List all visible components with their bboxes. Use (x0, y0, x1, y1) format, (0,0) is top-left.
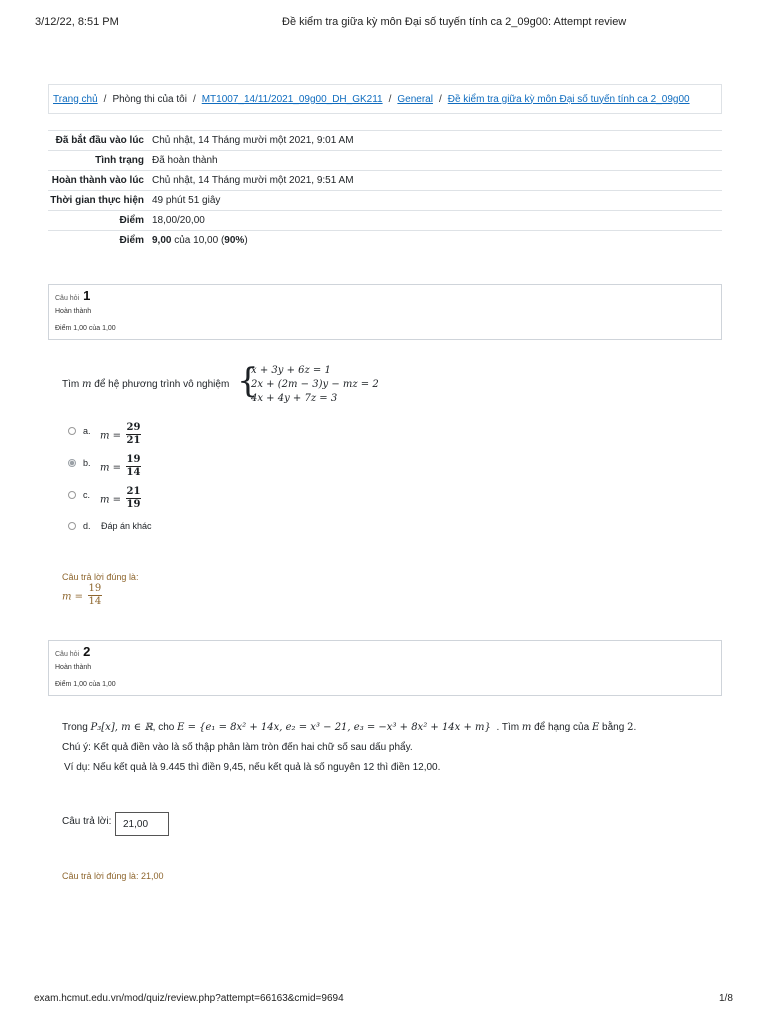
q2-text-c: . Tìm (496, 722, 520, 733)
radio-option-b[interactable] (68, 459, 76, 467)
equation-system (251, 364, 379, 406)
question-2-example: Ví dụ: Nếu kết quả là 9.445 thì điền 9,45, nếu kết quả là số nguyên 12 thì điền 12,00. (64, 762, 441, 773)
question-text-pre: Tìm (62, 379, 80, 390)
option-math (100, 486, 141, 511)
radio-option-d[interactable] (68, 522, 76, 530)
summary-label: Đã bắt đầu vào lúc (55, 135, 144, 146)
q2-text-e: bằng (602, 722, 625, 733)
q2-text-a: Trong (62, 722, 88, 733)
breadcrumb (48, 84, 722, 114)
correct-answer-text: Câu trả lời đúng là: 21,00 (62, 871, 164, 881)
correct-lhs: m = (62, 591, 84, 603)
grade-out-of: của 10,00 ( (174, 235, 225, 246)
option-math (100, 422, 141, 447)
breadcrumb-course-link[interactable]: MT1007_14/11/2021_09g00_DH_GK211 (201, 93, 383, 105)
breadcrumb-separator: / (103, 93, 107, 105)
option-lhs: m = (100, 430, 122, 442)
question-2-info (48, 640, 722, 696)
summary-row-marks (48, 211, 722, 231)
print-datetime: 3/12/22, 8:51 PM (35, 16, 119, 28)
summary-row-time-taken (48, 191, 722, 211)
system-brace: { (237, 361, 259, 401)
math-var-m: m (521, 722, 532, 733)
question-grade: Điểm 1,00 của 1,00 (55, 681, 116, 688)
option-lhs: m = (100, 494, 122, 506)
summary-label: Điểm (119, 215, 144, 226)
question-number-value: 2 (83, 644, 91, 659)
summary-row-grade (48, 231, 722, 251)
answer-label: Câu trả lời: (62, 816, 112, 827)
summary-value: 49 phút 51 giây (152, 195, 221, 206)
summary-label: Thời gian thực hiện (50, 195, 144, 206)
question-1-info (48, 284, 722, 340)
breadcrumb-separator: / (192, 93, 196, 105)
summary-value: Chủ nhật, 14 Tháng mười một 2021, 9:01 AM (152, 135, 354, 146)
question-status: Hoàn thành (55, 308, 92, 315)
option-lhs: m = (100, 462, 122, 474)
option-b[interactable] (68, 454, 268, 486)
print-page-number: 1/8 (719, 993, 733, 1004)
q2-text-b: , cho (152, 722, 175, 733)
breadcrumb-separator: / (388, 93, 392, 105)
summary-row-started (48, 131, 722, 151)
grade-percent: 90% (224, 235, 245, 246)
q2-math-set: E = {e₁ = 8x² + 14x, e₂ = x³ − 21, e₃ = −x³ + 8x² + 14x + m} (177, 722, 491, 733)
q2-rank: 2 (627, 722, 634, 733)
correct-answer-math (62, 583, 102, 608)
math-var-E: E (591, 722, 600, 733)
question-number-value: 1 (83, 288, 91, 303)
answer-options (68, 422, 268, 538)
option-fraction: $\frac{19}{14}$ (126, 454, 141, 478)
summary-value: 18,00/20,00 (152, 215, 205, 226)
answer-input[interactable]: 21,00 (115, 812, 169, 836)
question-grade: Điểm 1,00 của 1,00 (55, 325, 116, 332)
q2-text-d: để hạng của (534, 722, 590, 733)
breadcrumb-quiz-link[interactable]: Đề kiểm tra giữa kỳ môn Đại số tuyến tính ca 2_09g00 (447, 93, 690, 105)
q2-math-space: P₃[x], m ∈ ℝ (90, 722, 153, 733)
summary-label: Tình trạng (95, 155, 144, 166)
option-letter: c. (83, 490, 91, 500)
option-c[interactable] (68, 486, 268, 518)
equation-2: 2x + (2m − 3)y − mz = 2 (251, 379, 379, 390)
summary-row-state (48, 151, 722, 171)
summary-row-completed (48, 171, 722, 191)
radio-option-a[interactable] (68, 427, 76, 435)
question-2-note: Chú ý: Kết quả điền vào là số thập phân làm tròn đến hai chữ số sau dấu phẩy. (62, 742, 413, 753)
question-label: Câu hỏi (55, 295, 80, 302)
summary-value: Chủ nhật, 14 Tháng mười một 2021, 9:51 AM (152, 175, 354, 186)
question-label: Câu hỏi (55, 651, 80, 658)
correct-fraction: $\frac{19}{14}$ (88, 583, 102, 607)
math-var-m: m (82, 379, 92, 390)
summary-label: Điểm (119, 235, 144, 246)
question-status: Hoàn thành (55, 664, 92, 671)
option-letter: b. (83, 458, 91, 468)
option-fraction: $\frac{21}{19}$ (126, 486, 141, 510)
question-1-text (62, 379, 229, 390)
option-text: Đáp án khác (101, 521, 152, 531)
correct-answer-label: Câu trả lời đúng là: (62, 572, 139, 582)
option-letter: a. (83, 426, 91, 436)
question-2-text (62, 722, 636, 733)
print-url: exam.hcmut.edu.vn/mod/quiz/review.php?attempt=66163&cmid=9694 (34, 993, 344, 1004)
breadcrumb-home-link[interactable]: Trang chủ (53, 93, 98, 105)
summary-value (152, 231, 722, 251)
breadcrumb-separator: / (438, 93, 442, 105)
option-letter: d. (83, 521, 91, 531)
option-d[interactable] (68, 518, 268, 538)
breadcrumb-my-exams: Phòng thi của tôi (112, 93, 187, 105)
question-number (55, 644, 90, 659)
grade-value: 9,00 (152, 235, 172, 246)
radio-option-c[interactable] (68, 491, 76, 499)
option-math (100, 454, 141, 479)
equation-3: 4x + 4y + 7z = 3 (251, 393, 338, 404)
q2-text-f: . (633, 722, 637, 733)
summary-label: Hoàn thành vào lúc (51, 175, 144, 186)
breadcrumb-section-link[interactable]: General (397, 93, 433, 105)
option-fraction: $\frac{29}{21}$ (126, 422, 141, 446)
attempt-summary-table (48, 130, 722, 250)
summary-value: Đã hoàn thành (152, 155, 218, 166)
question-text-post: để hệ phương trình vô nghiệm (94, 379, 230, 390)
question-number (55, 288, 90, 303)
option-a[interactable] (68, 422, 268, 454)
print-title: Đề kiểm tra giữa kỳ môn Đại số tuyến tính ca 2_09g00: Attempt review (282, 16, 627, 28)
grade-close: ) (244, 235, 248, 246)
equation-1: x + 3y + 6z = 1 (251, 365, 331, 376)
